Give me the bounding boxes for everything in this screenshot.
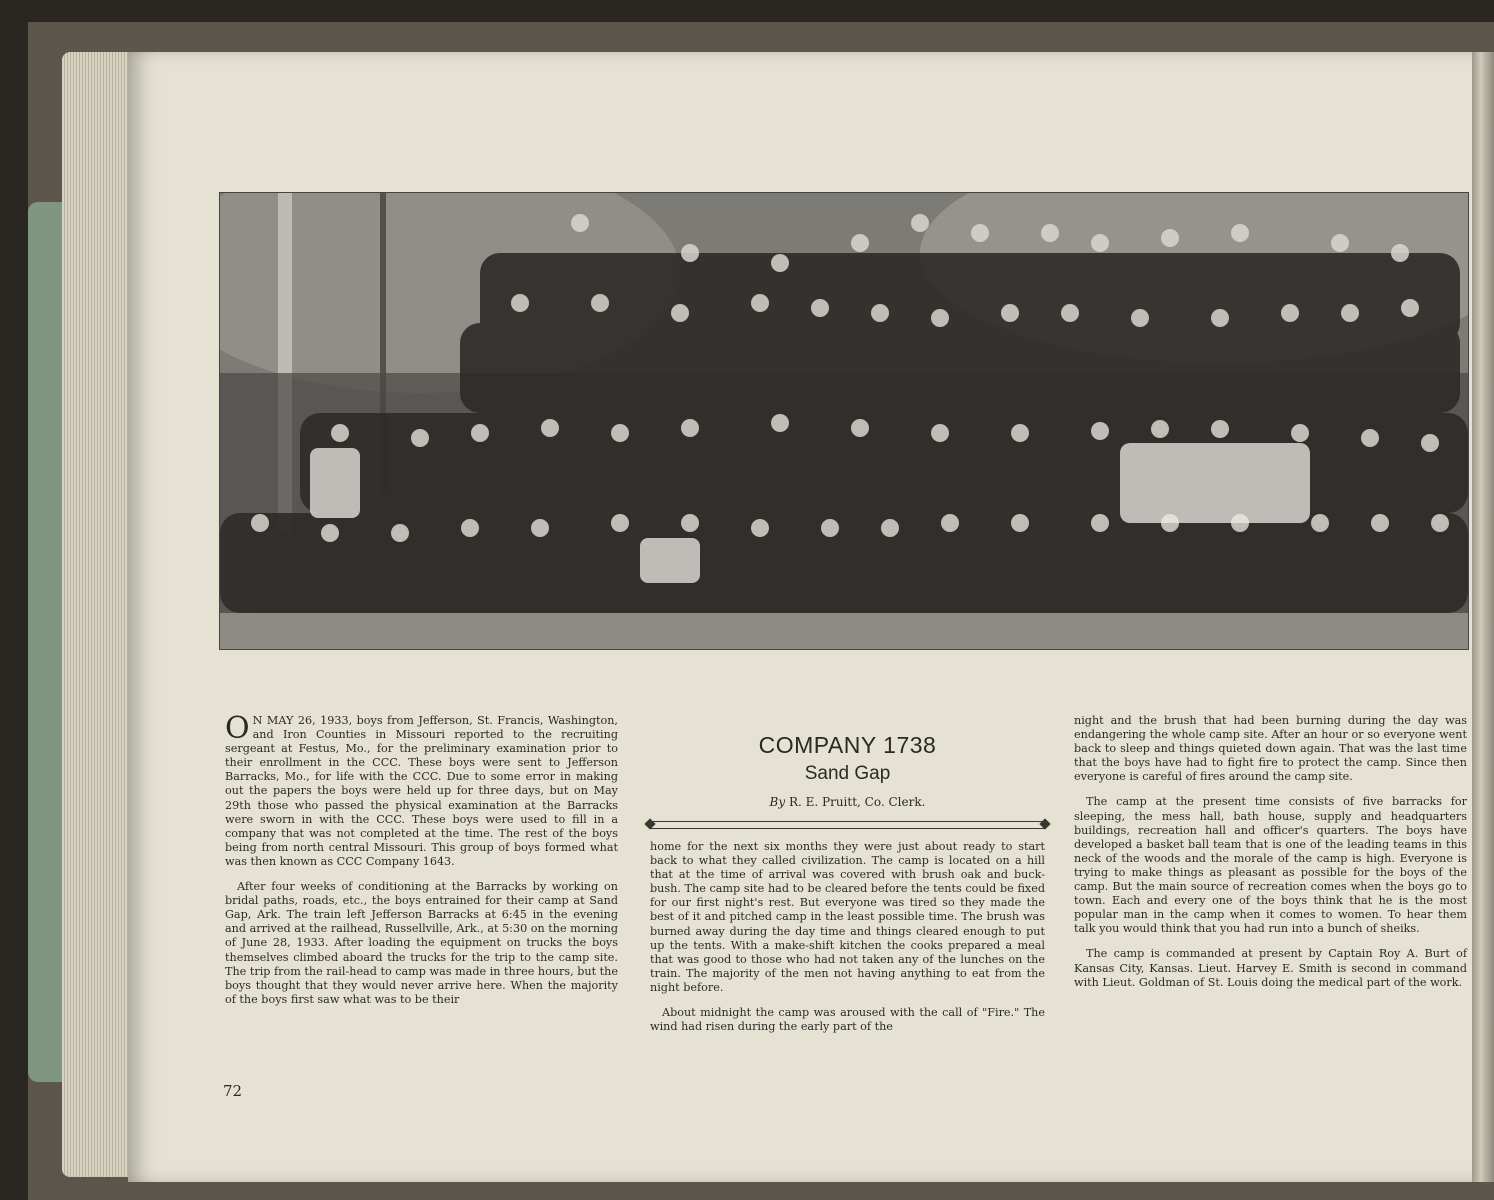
article-subtitle: Sand Gap (804, 763, 891, 784)
next-page-edge (1472, 52, 1494, 1182)
article-column-1 (225, 711, 618, 1018)
article-heading (650, 732, 1045, 809)
book (28, 22, 1494, 1200)
page-number: 72 (223, 1082, 243, 1100)
article-paragraph: The camp is commanded at present by Captain Roy A. Burt of Kansas City, Kansas. Lieut. Harvey E. Smith is second in command with Lieut. Goldman of St. Louis doing the medical part of the work. (1074, 947, 1467, 989)
article-paragraph (225, 711, 618, 869)
article-paragraph: home for the next six months they were just about ready to start back to what they called civilization. The camp is located on a hill that at the time of arrival was covered with brush oak and buck-bush. The camp site had to be cleared before the tents could be fixed for our first night's rest. But everyone was tired so they made the best of it and pitched camp in the least possible time. The brush was burned away during the day time and things cleared enough to put up the tents. With a make-shift kitchen the cooks prepared a meal that was good to those who had not taken any of the lunches on the train. The majority of the men not having anything to eat from the night before. (650, 840, 1045, 994)
article-column-2 (650, 840, 1045, 1045)
byline-name: R. E. Pruitt, Co. Clerk. (788, 795, 926, 809)
article-paragraph: night and the brush that had been burning during the day was endangering the whole camp site. After an hour or so everyone went back to sleep and things quieted down again. That was the last time that the boys have had to fight fire to protect the camp. Since then everyone is careful of fires around the camp site. (1074, 714, 1467, 784)
page-edges (62, 52, 132, 1177)
article-paragraph: The camp at the present time consists of five barracks for sleeping, the mess hall, bath house, supply and headquarters buildings, recreation hall and officer's quarters. The boys have developed a basket ball team that is one of the leading teams in this neck of the woods and the morale of the camp is high. Everyone is trying to make things as pleasant as possible for the boys of the camp. But the main source of recreation comes when the boys go to town. Each and every one of the boys think that he is the most popular man in the camp when it comes to women. To hear them talk you would think that you had run into a bunch of sheiks. (1074, 795, 1467, 936)
article-column-3 (1074, 714, 1467, 1001)
group-photo-illustration (220, 193, 1468, 649)
ornamental-rule (650, 821, 1045, 829)
drop-cap: O (225, 711, 250, 746)
page (128, 52, 1494, 1182)
article-paragraph: About midnight the camp was aroused with the call of "Fire." The wind had risen during the early part of the (650, 1006, 1045, 1034)
paragraph-text: N MAY 26, 1933, boys from Jefferson, St. Francis, Washington, and Iron Counties in Missouri reported to the recruiting sergeant at Festus, Mo., for the preliminary examination prior to their enrollment in the CCC. These boys were sent to Jefferson Barracks, Mo., for life with the CCC. Due to some error in making out the papers the boys were held up for three days, but on May 29th those who passed the physical examination at the Barracks were sworn in with the CCC. These boys were used to fill in a company that was not completed at the time. The rest of the boys being from north central Missouri. This group of boys formed what was then known as CCC Company 1643. (225, 714, 618, 868)
byline (650, 795, 1045, 809)
article-paragraph: After four weeks of conditioning at the Barracks by working on bridal paths, roads, etc., the boys entrained for their camp at Sand Gap, Ark. The train left Jefferson Barracks at 6:45 in the evening and arrived at the railhead, Russellville, Ark., at 5:30 on the morning of June 28, 1933. After loading the equipment on trucks the boys themselves climbed aboard the trucks for the trip to the camp site. The trip from the rail-head to camp was made in three hours, but the boys thought that they would never arrive here. When the majority of the boys first saw what was to be their (225, 880, 618, 1006)
article-title: COMPANY 1738 (758, 732, 937, 758)
byline-prefix: By (769, 795, 786, 809)
group-photo (219, 192, 1469, 650)
